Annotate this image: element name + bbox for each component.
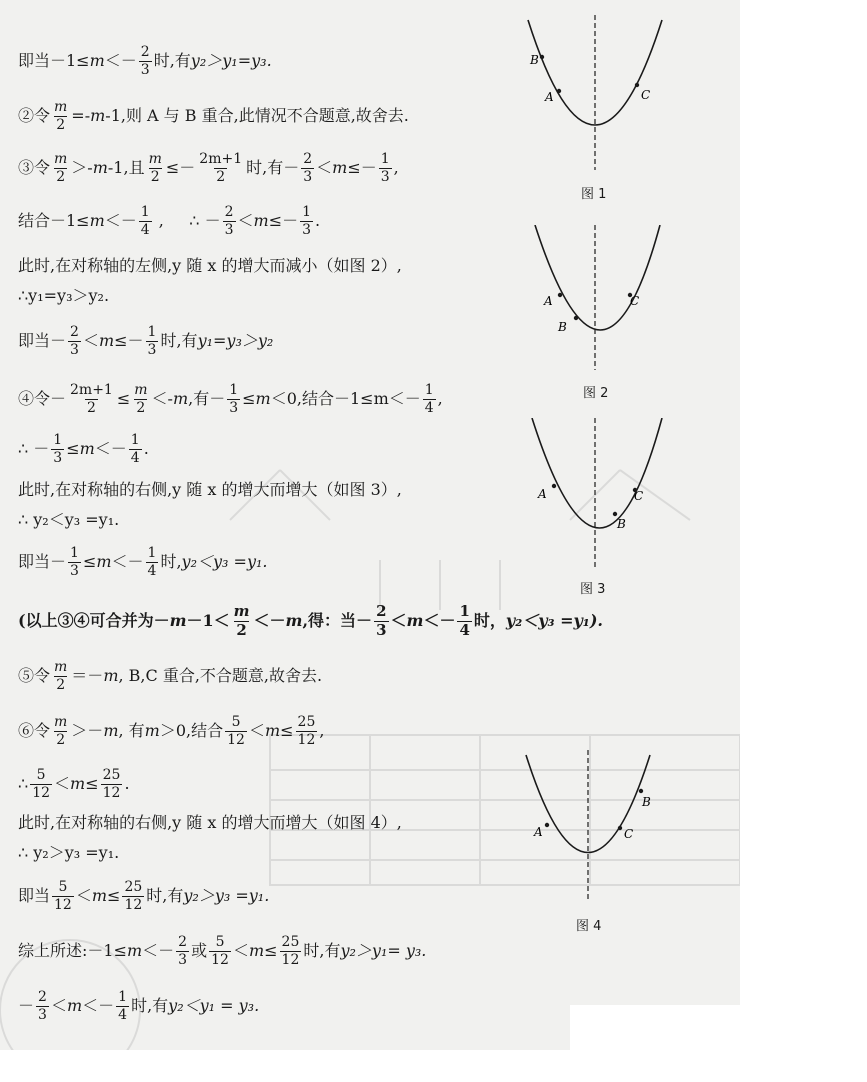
den: 2 — [56, 731, 66, 748]
var: m — [66, 996, 83, 1016]
var: m — [172, 389, 189, 409]
den: 12 — [124, 896, 143, 913]
var: m — [332, 158, 348, 178]
den: 2 — [56, 676, 66, 693]
den: 3 — [70, 562, 79, 579]
text: (以上③④可合并为－ — [18, 611, 170, 631]
point-a — [557, 89, 561, 93]
num: m — [54, 99, 68, 115]
text: ＜ — [248, 721, 265, 741]
fraction — [176, 935, 189, 967]
num: 2 — [376, 602, 387, 620]
var: m — [144, 721, 160, 741]
text: ∴ － — [18, 439, 50, 459]
num: m — [54, 151, 68, 167]
fraction — [52, 715, 69, 747]
fraction — [52, 660, 69, 692]
fraction — [197, 152, 244, 184]
var: m — [90, 106, 106, 126]
text: , — [437, 389, 443, 409]
num: 1 — [147, 324, 157, 340]
text: ＜0,结合－1≤m＜－ — [270, 389, 421, 409]
text: ≤ — [85, 774, 99, 794]
fraction — [52, 880, 74, 912]
solution-line-15 — [18, 715, 324, 747]
var: m — [126, 941, 143, 961]
text: ④令－ — [18, 389, 67, 409]
var: m — [253, 211, 269, 231]
num: 25 — [297, 714, 316, 730]
fraction — [139, 45, 152, 77]
text: － — [18, 996, 35, 1016]
figure-caption: 图 1 — [581, 187, 607, 202]
num: 5 — [231, 714, 241, 730]
num: 1 — [302, 204, 312, 220]
text: ＜ — [54, 774, 71, 794]
solution-line-8 — [18, 383, 443, 415]
label-b: B — [558, 320, 567, 334]
text: 时,有 — [303, 941, 341, 961]
fraction — [232, 604, 252, 639]
num: 1 — [229, 382, 239, 398]
text: ≤ — [264, 941, 278, 961]
den: 3 — [303, 168, 313, 185]
fraction — [52, 100, 69, 132]
fraction — [68, 325, 81, 357]
fraction — [68, 546, 81, 578]
den: 2 — [56, 116, 66, 133]
num: m — [54, 714, 68, 730]
fraction — [129, 433, 142, 465]
var: m — [70, 774, 86, 794]
label-a: A — [545, 90, 554, 104]
parabola-diagram — [520, 418, 670, 573]
text: 即当－ — [18, 331, 67, 351]
num: 2 — [70, 324, 79, 340]
text: ,有－ — [188, 389, 226, 409]
expr: y₂＜y₁ = y₃. — [168, 996, 260, 1016]
var: m — [89, 211, 105, 231]
text: ②令 — [18, 106, 51, 126]
label-c: C — [630, 294, 640, 308]
num: 25 — [124, 879, 143, 895]
den: 3 — [376, 620, 387, 639]
num: 1 — [130, 432, 140, 448]
figure-caption: 图 4 — [576, 919, 602, 934]
var: m — [285, 611, 303, 631]
text: . — [124, 774, 130, 794]
fraction — [139, 205, 152, 237]
solution-line-13 — [18, 604, 603, 639]
text: -1,则 A 与 B 重合,此情况不合题意,故舍去. — [105, 106, 409, 126]
den: 3 — [178, 951, 188, 968]
solution-line-10: 此时,在对称轴的右侧,y 随 x 的增大而增大（如图 3）, — [18, 480, 402, 499]
den: 2 — [236, 620, 247, 639]
fraction — [301, 152, 314, 184]
solution-line-12 — [18, 546, 268, 578]
text: ＜－ — [104, 211, 137, 231]
den: 4 — [424, 399, 434, 416]
num: 25 — [102, 767, 121, 783]
text: ＜ — [50, 996, 67, 1016]
den: 12 — [211, 951, 229, 968]
text: -1,且 — [107, 158, 145, 178]
num: 25 — [281, 934, 300, 950]
den: 3 — [53, 449, 63, 466]
figure-caption: 图 3 — [580, 582, 606, 597]
point-b — [540, 55, 544, 59]
solution-line-14 — [18, 660, 322, 692]
den: 2 — [136, 399, 146, 416]
den: 4 — [130, 449, 140, 466]
text: ＜ — [237, 211, 254, 231]
point-a — [558, 293, 562, 297]
text: ＜－ — [253, 611, 286, 631]
label-a: A — [534, 825, 543, 839]
den: 3 — [229, 399, 239, 416]
num: 2m+1 — [199, 151, 243, 167]
point-c — [618, 826, 622, 830]
num: m — [148, 151, 162, 167]
point-b — [639, 789, 643, 793]
fraction — [36, 990, 49, 1022]
expr: y₂＞y₃ =y₁. — [183, 886, 270, 906]
num: 1 — [70, 545, 79, 561]
expr: y₂＜y₃ =y₁). — [505, 611, 603, 631]
fraction — [147, 152, 164, 184]
solution-line-11: ∴ y₂＜y₃ =y₁. — [18, 510, 120, 529]
num: 5 — [36, 767, 46, 783]
text: 时， — [473, 611, 506, 631]
var: m — [92, 158, 108, 178]
text: ＝－ — [71, 666, 104, 686]
label-a: A — [544, 294, 553, 308]
text: , ∴ － — [153, 211, 221, 231]
solution-line-19 — [18, 880, 269, 912]
expr: y₁=y₃＞y₂ — [197, 331, 274, 351]
text: ≤ — [280, 721, 294, 741]
text: ≤ — [107, 886, 121, 906]
text: ＜－ — [423, 611, 456, 631]
text: ＜ — [75, 886, 92, 906]
solution-line-18: ∴ y₂＞y₃ =y₁. — [18, 843, 120, 862]
var: m — [89, 51, 105, 71]
point-a — [552, 484, 556, 488]
text: ≤－ — [165, 158, 196, 178]
den: 4 — [118, 1006, 128, 1023]
figure-2 — [520, 225, 670, 401]
text: ＜－ — [82, 996, 115, 1016]
num: 5 — [215, 934, 225, 950]
fraction — [116, 990, 129, 1022]
fraction — [457, 604, 471, 639]
solution-line-16 — [18, 768, 130, 800]
text: ∴ — [18, 774, 29, 794]
den: 12 — [32, 784, 51, 801]
fraction — [146, 546, 159, 578]
den: 4 — [147, 562, 157, 579]
var: m — [248, 941, 265, 961]
label-c: C — [624, 827, 634, 841]
den: 12 — [297, 731, 316, 748]
parabola-curve — [535, 225, 660, 330]
text: ＜- — [151, 389, 173, 409]
num: 2m+1 — [70, 382, 113, 398]
figure-3 — [520, 418, 670, 597]
text: ＜－ — [94, 439, 127, 459]
den: 4 — [459, 620, 470, 639]
point-a — [545, 823, 549, 827]
var: m — [103, 721, 119, 741]
text: ≤－ — [268, 211, 299, 231]
text: 结合－1≤ — [18, 211, 90, 231]
solution-line-9 — [18, 433, 149, 465]
solution-line-21 — [18, 990, 259, 1022]
text: ＜ — [232, 941, 249, 961]
den: 2 — [216, 168, 226, 185]
text: ＜－ — [104, 51, 137, 71]
figure-1 — [520, 15, 670, 202]
solution-line-5: 此时,在对称轴的左侧,y 随 x 的增大而减小（如图 2）, — [18, 256, 402, 275]
num: 1 — [147, 545, 157, 561]
solution-line-6: ∴y₁=y₃＞y₂. — [18, 286, 110, 305]
fraction — [101, 768, 123, 800]
point-b — [574, 316, 578, 320]
num: m — [134, 382, 148, 398]
solution-line-4 — [18, 205, 320, 237]
text: 即当－1≤ — [18, 51, 90, 71]
fraction — [52, 152, 69, 184]
fraction — [68, 383, 115, 415]
figure-caption: 图 2 — [583, 386, 609, 401]
text: 时,有 — [160, 331, 198, 351]
text: ＜－ — [142, 941, 175, 961]
figure-4 — [520, 750, 670, 934]
fraction — [146, 325, 159, 357]
var: m — [103, 666, 119, 686]
text: 即当－ — [18, 552, 67, 572]
text: ＜－ — [111, 552, 144, 572]
num: 1 — [459, 602, 470, 620]
text: ③令 — [18, 158, 51, 178]
den: 12 — [102, 784, 121, 801]
point-c — [635, 83, 639, 87]
text: ＞0,结合 — [159, 721, 224, 741]
text: ≤ — [66, 439, 80, 459]
text: 或 — [191, 941, 208, 961]
text: ＜ — [390, 611, 407, 631]
den: 12 — [54, 896, 72, 913]
label-b: B — [617, 517, 626, 531]
var: m — [406, 611, 424, 631]
var: m — [264, 721, 281, 741]
fraction — [122, 880, 144, 912]
text: ,得：当－ — [302, 611, 373, 631]
fraction — [379, 152, 392, 184]
fraction — [374, 604, 388, 639]
fraction — [30, 768, 52, 800]
text: 时,有 — [153, 51, 191, 71]
fraction — [51, 433, 64, 465]
text: ＜ — [316, 158, 333, 178]
text: 时,有 — [131, 996, 169, 1016]
solution-line-17: 此时,在对称轴的右侧,y 随 x 的增大而增大（如图 4）, — [18, 813, 402, 832]
num: 1 — [140, 204, 150, 220]
num: m — [233, 602, 250, 620]
label-c: C — [634, 489, 644, 503]
fraction — [280, 935, 302, 967]
num: 2 — [178, 934, 188, 950]
text: ≤ — [116, 389, 131, 409]
text: , B,C 重合,不合题意,故舍去. — [118, 666, 323, 686]
text: ＜ — [82, 331, 99, 351]
text: . — [143, 439, 149, 459]
fraction — [132, 383, 149, 415]
var: m — [96, 552, 112, 572]
num: 2 — [224, 204, 234, 220]
expr: y₂＞y₁=y₃. — [190, 51, 272, 71]
den: 3 — [140, 61, 150, 78]
num: 2 — [140, 44, 150, 60]
text: 即当 — [18, 886, 51, 906]
label-b: B — [530, 53, 539, 67]
fraction — [227, 383, 240, 415]
text: . — [315, 211, 321, 231]
num: 2 — [38, 989, 47, 1005]
den: 4 — [140, 221, 150, 238]
fraction — [300, 205, 313, 237]
solution-line-7 — [18, 325, 273, 357]
num: 1 — [380, 151, 390, 167]
expr: y₂＜y₃ =y₁. — [181, 552, 268, 572]
fraction — [225, 715, 247, 747]
text: ≤ — [82, 552, 97, 572]
den: 12 — [281, 951, 300, 968]
den: 2 — [86, 399, 96, 416]
fraction — [209, 935, 231, 967]
parabola-diagram — [520, 750, 670, 905]
text: , 有 — [118, 721, 145, 741]
num: 1 — [424, 382, 434, 398]
solution-line-1 — [18, 45, 272, 77]
text: , — [319, 721, 325, 741]
den: 2 — [150, 168, 160, 185]
num: m — [54, 659, 68, 675]
text: ⑤令 — [18, 666, 51, 686]
var: m — [169, 611, 187, 631]
parabola-diagram — [520, 225, 670, 375]
var: m — [91, 886, 108, 906]
point-b — [613, 512, 617, 516]
den: 3 — [38, 1006, 47, 1023]
text: ⑥令 — [18, 721, 51, 741]
text: ≤－ — [347, 158, 377, 178]
var: m — [255, 389, 271, 409]
num: 2 — [303, 151, 313, 167]
expr: y₂＞y₁= y₃. — [340, 941, 427, 961]
fraction — [423, 383, 436, 415]
den: 3 — [224, 221, 234, 238]
text: =- — [71, 106, 91, 126]
text: ≤－ — [114, 331, 144, 351]
label-c: C — [641, 88, 651, 102]
label-b: B — [642, 795, 651, 809]
den: 3 — [380, 168, 390, 185]
den: 3 — [147, 341, 157, 358]
den: 3 — [302, 221, 312, 238]
den: 3 — [70, 341, 79, 358]
text: 综上所述:－1≤ — [18, 941, 127, 961]
parabola-diagram — [520, 15, 670, 175]
solution-line-20 — [18, 935, 426, 967]
text: ＞－ — [71, 721, 104, 741]
parabola-curve — [532, 418, 662, 528]
fraction — [223, 205, 236, 237]
text: ≤ — [242, 389, 256, 409]
text: ＞- — [71, 158, 93, 178]
text: 时,有－ — [246, 158, 300, 178]
num: 1 — [118, 989, 128, 1005]
num: 5 — [58, 879, 68, 895]
num: 1 — [53, 432, 63, 448]
solution-line-3 — [18, 152, 399, 184]
fraction — [296, 715, 318, 747]
text: 时, — [160, 552, 182, 572]
text: , — [393, 158, 399, 178]
var: m — [79, 439, 95, 459]
label-a: A — [538, 487, 547, 501]
text: 时,有 — [146, 886, 184, 906]
var: m — [98, 331, 115, 351]
solution-line-2 — [18, 100, 409, 132]
den: 2 — [56, 168, 66, 185]
text: －1＜ — [186, 611, 230, 631]
den: 12 — [227, 731, 245, 748]
